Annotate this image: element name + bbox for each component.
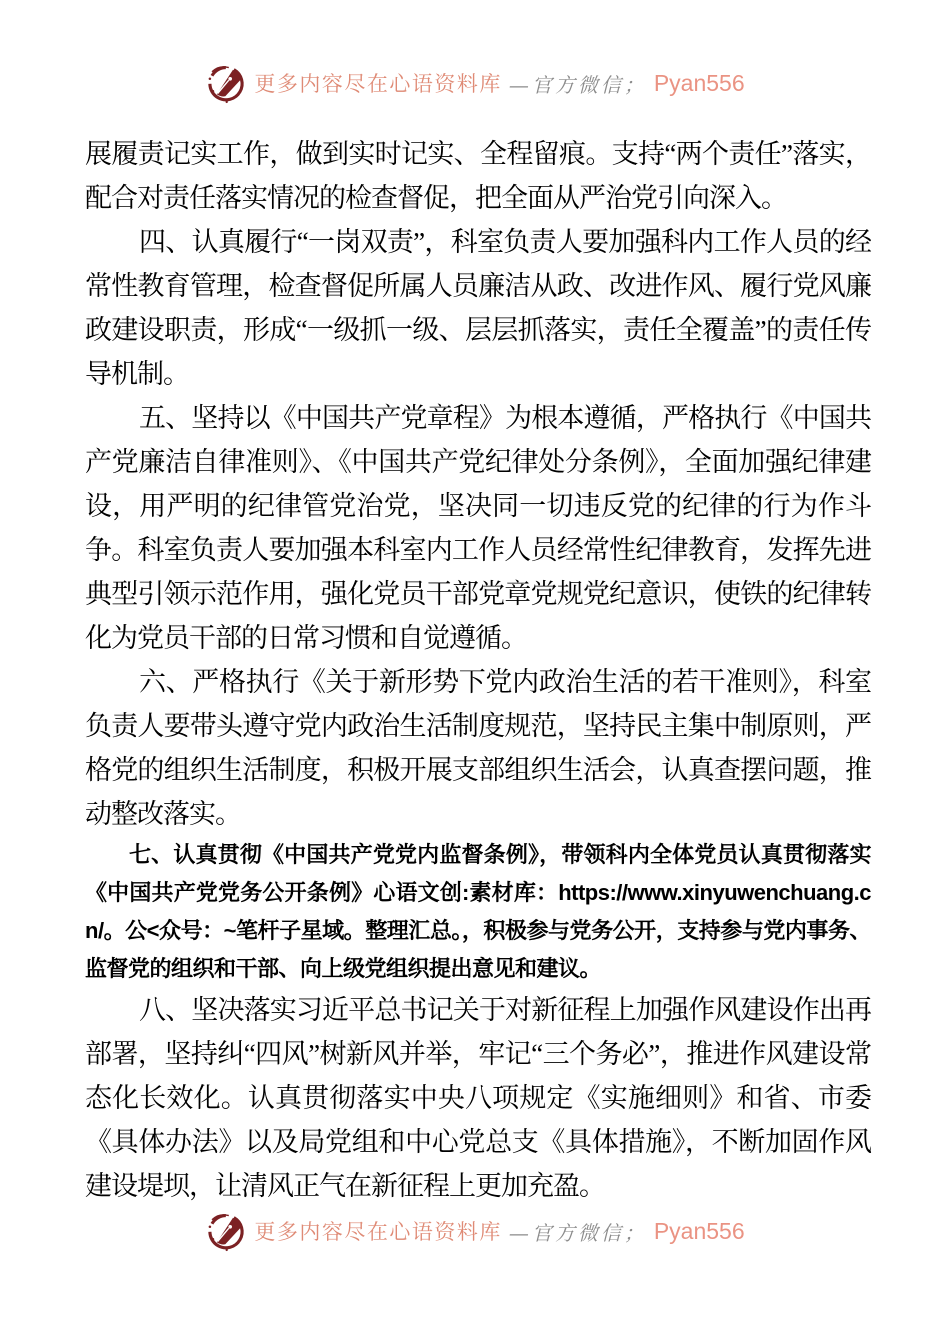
watermark-wechat-id: Pyan556 [653,1217,745,1244]
paragraph-continuation: 展履责记实工作，做到实时记实、全程留痕。支持“两个责任”落实，配合对责任落实情况的检查督促，把全面从严治党引向深入。 [85,139,871,213]
pen-nib-circle-icon [205,1210,247,1252]
paragraph-item-6: 六、严格执行《关于新形势下党内政治生活的若干准则》，科室负责人要带头遵守党内政治生活制度规范，坚持民主集中制原则，严格党的组织生活制度，积极开展支部组织生活会，认真查摆问题，推动整改落实。 [85,667,871,829]
watermark-wechat-label: —官方微信； [508,72,647,97]
paragraph-item-8: 八、坚决落实习近平总书记关于对新征程上加强作风建设作出再部署，坚持纠“四风”树新风并举，牢记“三个务必”，推进作风建设常态化长效化。认真贯彻落实中央八项规定《实施细则》和省、市委《具体办法》以及局党组和中心党总支《具体措施》，不断加固作风建设堤坝，让清风正气在新征程上更加充盈。 [85,995,871,1201]
pen-nib-circle-icon [205,62,247,104]
watermark-wechat-id: Pyan556 [653,69,745,96]
watermark-text: 更多内容尽在心语资料库 [254,72,502,96]
watermark-wechat-label: —官方微信； [508,1220,647,1245]
paragraph-item-5: 五、坚持以《中国共产党章程》为根本遵循，严格执行《中国共产党廉洁自律准则》、《中国共产党纪律处分条例》，全面加强纪律建设，用严明的纪律管党治党，坚决同一切违反党的纪律的行为作斗争。科室负责人要加强本科室内工作人员经常性纪律教育，发挥先进典型引领示范作用，强化党员干部党章党规党纪意识，使铁的纪律转化为党员干部的日常习惯和自觉遵循。 [85,403,871,653]
watermark-footer [0,1210,950,1252]
watermark-text: 更多内容尽在心语资料库 [254,1220,502,1244]
paragraph-item-4: 四、认真履行“一岗双责”，科室负责人要加强科内工作人员的经常性教育管理，检查督促所属人员廉洁从政、改进作风、履行党风廉政建设职责，形成“一级抓一级、层层抓落实，责任全覆盖”的责任传导机制。 [85,227,871,389]
watermark-header [0,62,950,104]
paragraph-item-7-watermarked: 七、认真贯彻《中国共产党党内监督条例》，带领科内全体党员认真贯彻落实《中国共产党党务公开条例》心语文创:素材库：https://www.xinyuwenchuang.cn/。公<众号：~笔杆子星域。整理汇总。，积极参与党务公开，支持参与党内事务、监督党的组织和干部、向上级党组织提出意见和建议。 [85,842,871,981]
document-text [85,132,871,1208]
